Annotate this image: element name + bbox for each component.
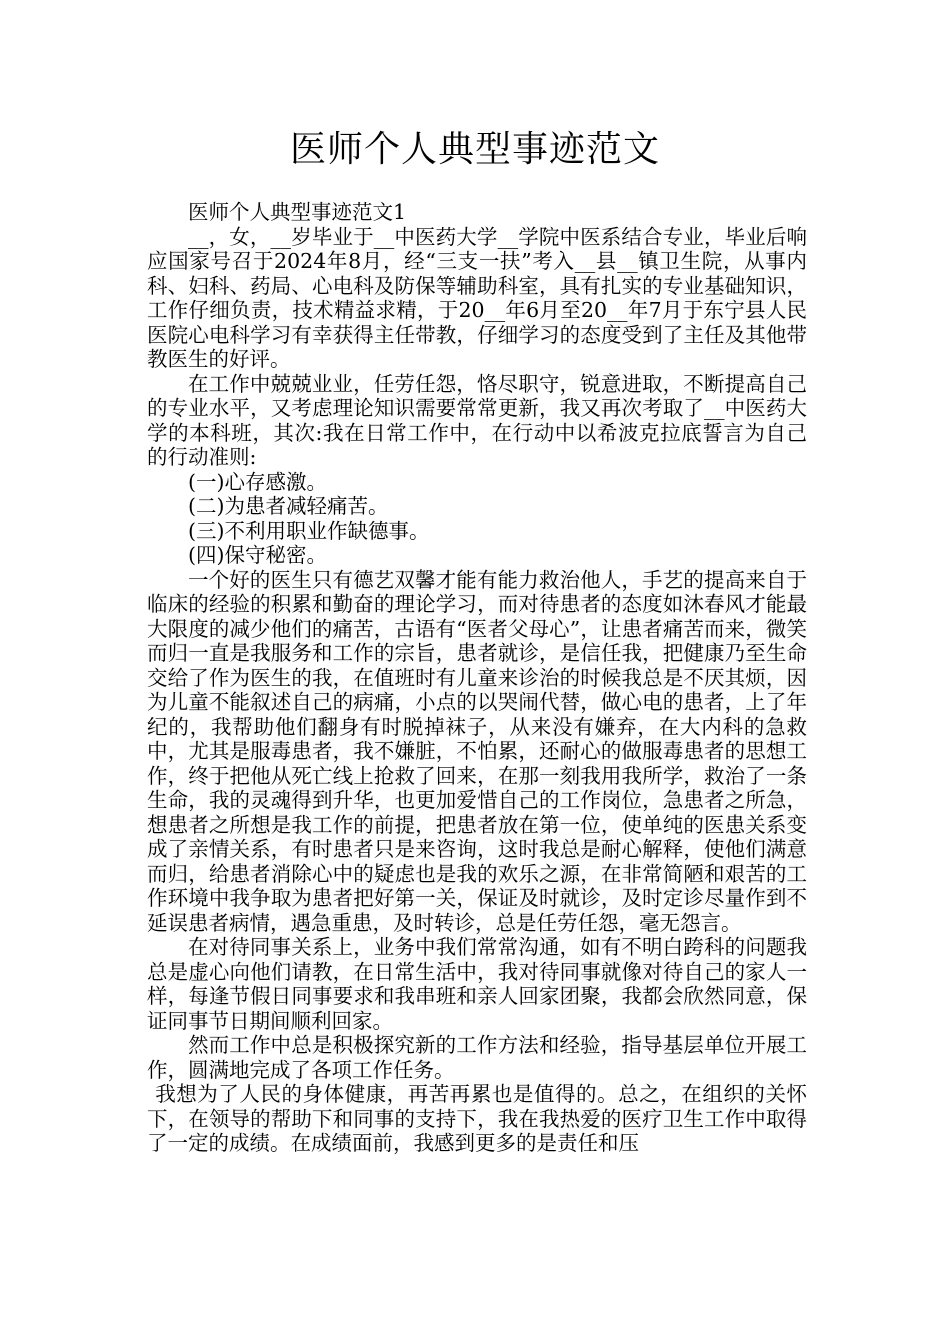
document-title: 医师个人典型事迹范文: [289, 129, 660, 170]
paragraph-new-methods: 然而工作中总是积极探究新的工作方法和经验，指导基层单位开展工作，圆满地完成了各项工作任务。: [147, 1033, 807, 1082]
paragraph-work-attitude: 在工作中兢兢业业，任劳任怨，恪尽职守，锐意进取，不断提高自己的专业水平，又考虑理论知识需要常常更新，我又再次考取了__中医药大学的本科班，其次:我在日常工作中，在行动中以希波克拉底誓言为自己的行动准则:: [147, 371, 807, 469]
paragraph-intro: __，女，__岁毕业于__中医药大学__学院中医系结合专业，毕业后响应国家号召于2024年8月，经“三支一扶”考入__县__镇卫生院，从事内科、妇科、药局、心电科及防保等辅助科室，具有扎实的专业基础知识，工作仔细负责，技术精益求精，于20__年6月至20__年7月于东宁县人民医院心电科学习有幸获得主任带教，仔细学习的态度受到了主任及其他带教医生的好评。: [147, 224, 807, 371]
paragraph-patient-care: 一个好的医生只有德艺双馨才能有能力救治他人，手艺的提高来自于临床的经验的积累和勤奋的理论学习，而对待患者的态度如沐春风才能最大限度的减少他们的痛苦，古语有“医者父母心”，让患者痛苦而来，微笑而归一直是我服务和工作的宗旨，患者就诊，是信任我，把健康乃至生命交给了作为医生的我，在值班时有儿童来诊治的时候我总是不厌其烦，因为儿童不能叙述自己的病痛，小点的以哭闹代替，做心电的患者，上了年纪的，我帮助他们翻身有时脱掉袜子，从来没有嫌弃，在大内科的急救中，尤其是服毒患者，我不嫌脏，不怕累，还耐心的做服毒患者的思想工作，终于把他从死亡线上抢救了回来，在那一刻我用我所学，救治了一条生命，我的灵魂得到升华，也更加爱惜自己的工作岗位，急患者之所急，想患者之所想是我工作的前提，把患者放在第一位，使单纯的医患关系变成了亲情关系，有时患者只是来咨询，这时我总是耐心解释，使他们满意而归，给患者消除心中的疑虑也是我的欢乐之源，在非常简陋和艰苦的工作环境中我争取为患者把好第一关，保证及时就诊，及时定诊尽量作到不延误患者病情，遇急重患，及时转诊，总是任劳任怨，毫无怨言。: [147, 567, 807, 935]
list-item-oath-1: (一)心存感激。: [188, 469, 327, 494]
paragraph-colleagues: 在对待同事关系上，业务中我们常常沟通，如有不明白跨科的问题我总是虚心向他们请教，在日常生活中，我对待同事就像对待自己的家人一样，每逢节假日同事要求和我串班和亲人回家团聚，我都会欣然同意，保证同事节日期间顺利回家。: [147, 935, 807, 1033]
list-item-oath-4: (四)保守秘密。: [188, 543, 327, 567]
list-item-oath-2: (二)为患者减轻痛苦。: [188, 494, 389, 518]
paragraph-conclusion: 我想为了人民的身体健康，再苦再累也是值得的。总之，在组织的关怀下，在领导的帮助下和同事的支持下，我在我热爱的医疗卫生工作中取得了一定的成绩。在成绩面前，我感到更多的是责任和压: [147, 1082, 807, 1155]
document-body: [147, 200, 807, 1156]
list-item-oath-3: (三)不利用职业作缺德事。: [188, 518, 430, 543]
paragraph-subtitle: 医师个人典型事迹范文1: [188, 200, 407, 224]
